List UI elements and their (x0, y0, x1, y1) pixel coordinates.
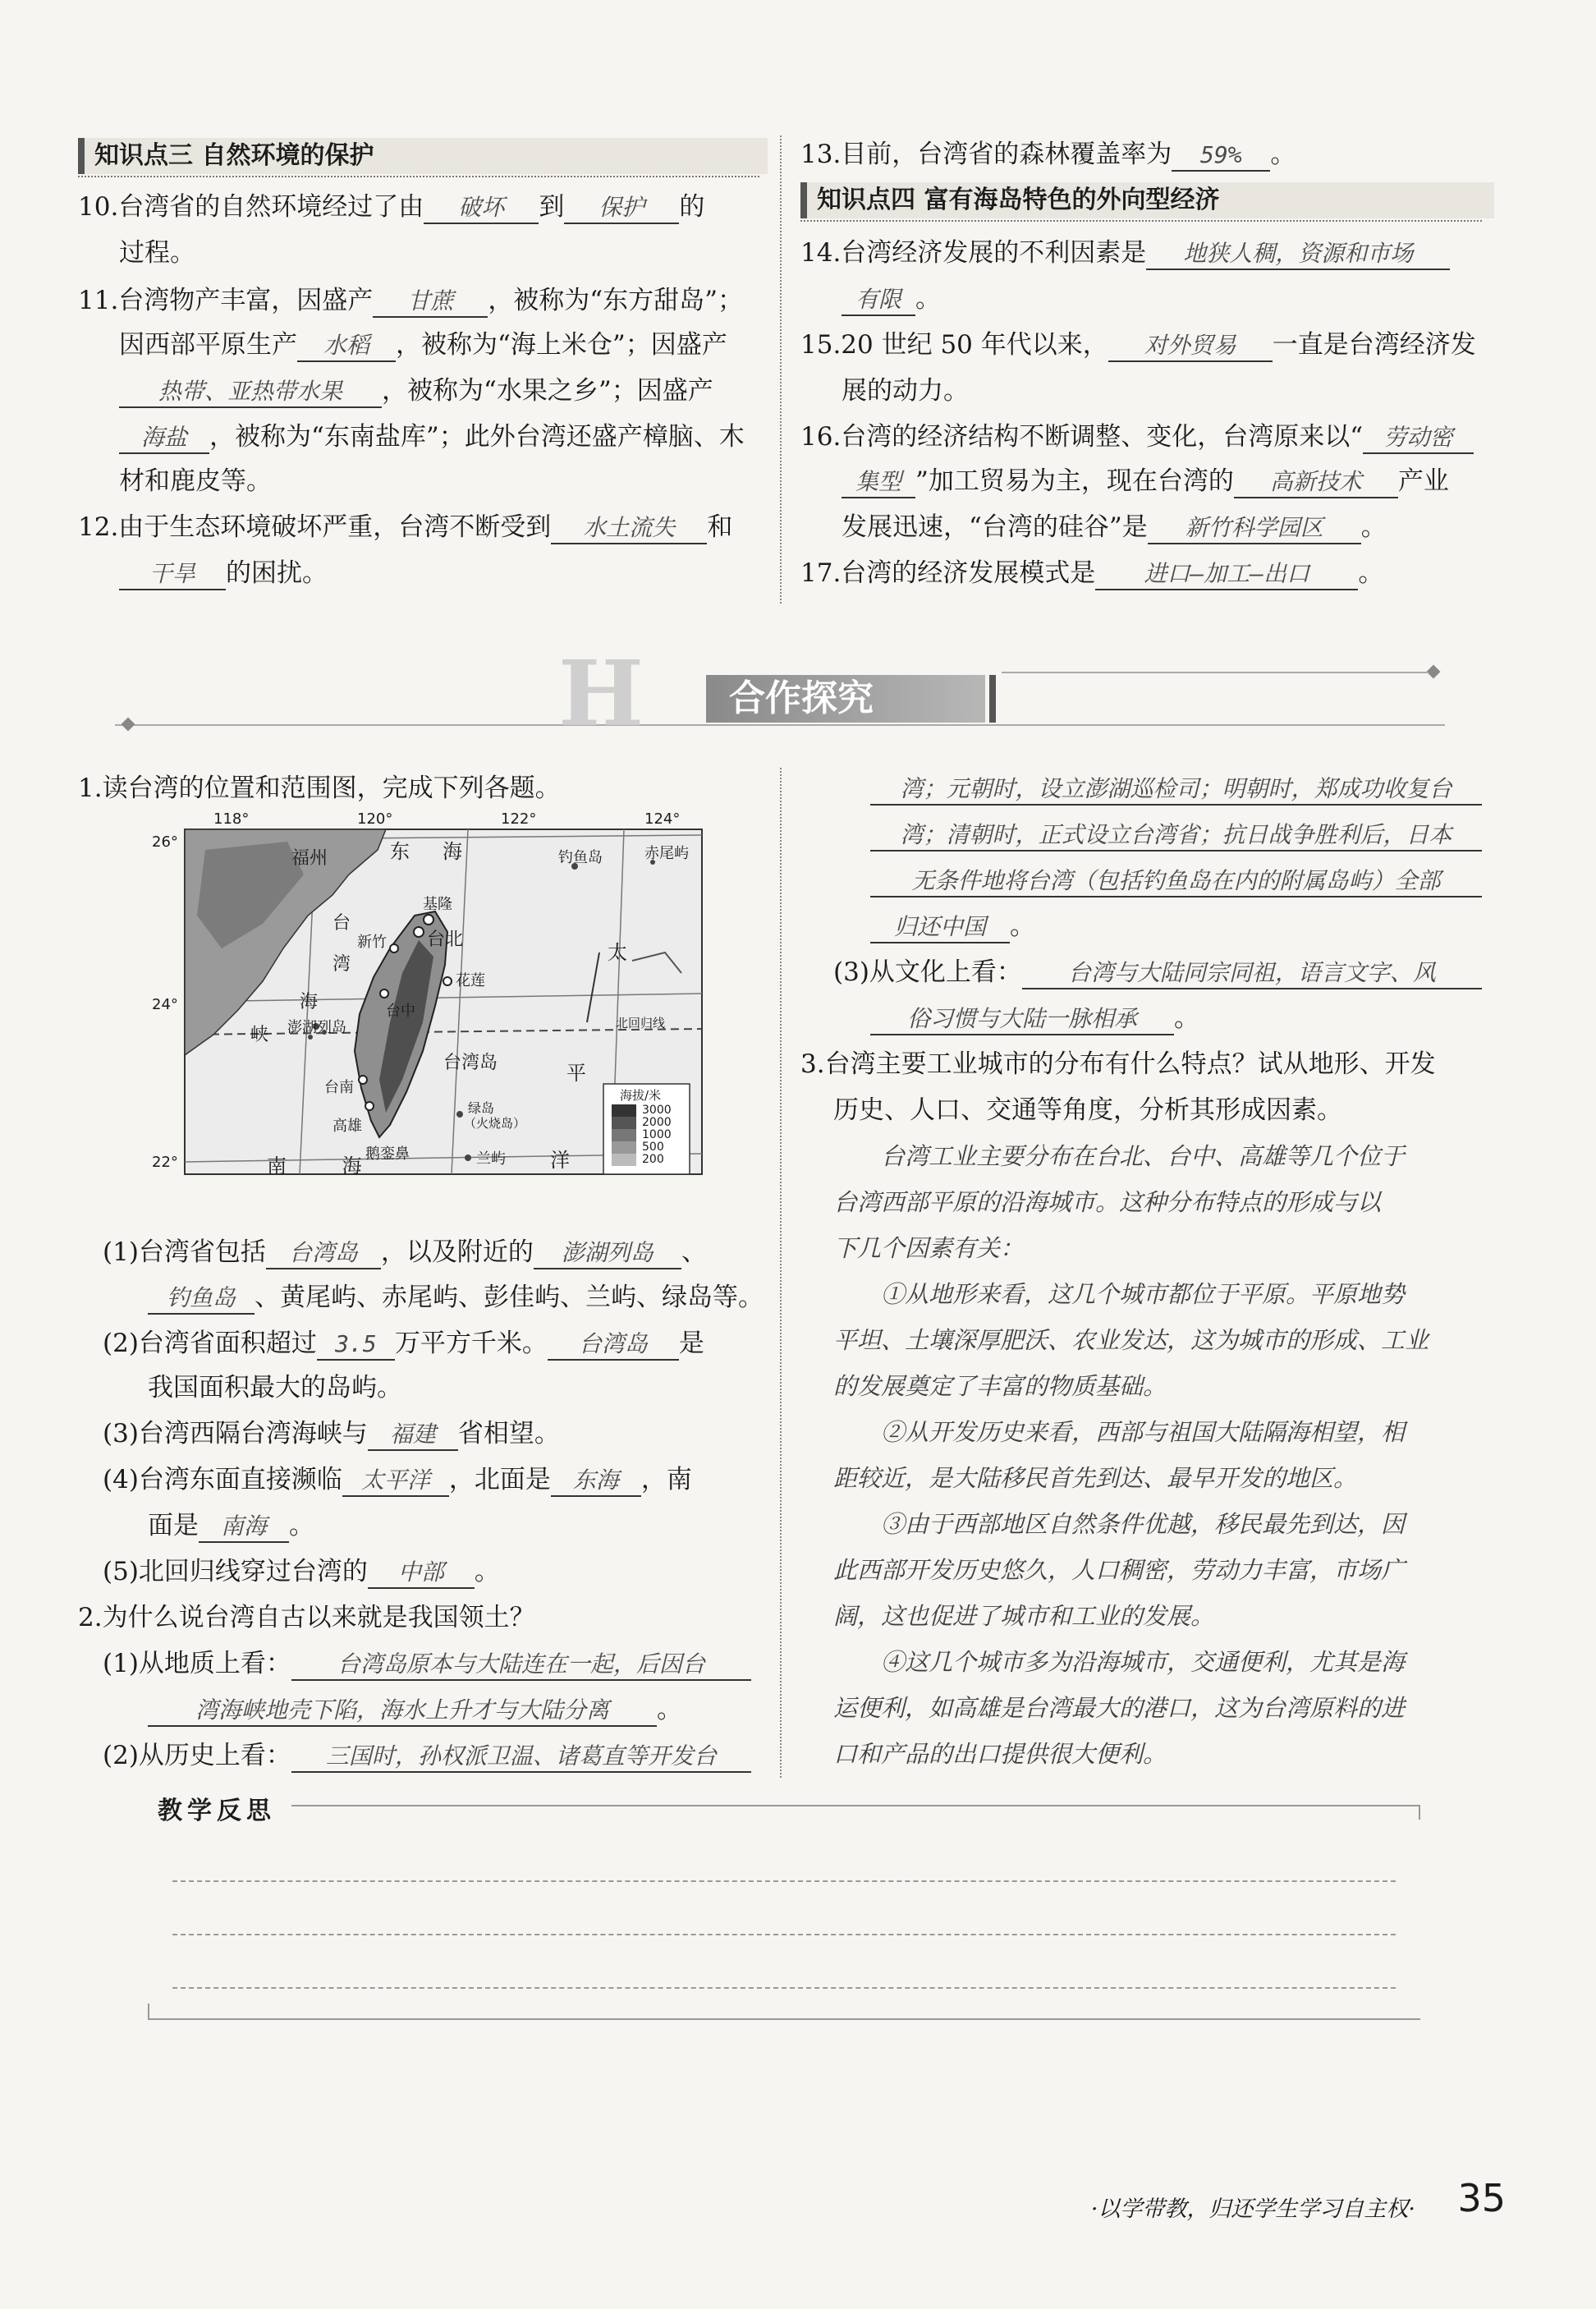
c1-s5-answer: 中部 (368, 1558, 475, 1589)
reflection-line[interactable] (172, 1934, 1396, 1935)
c1-s2-answer2: 台湾岛 (548, 1329, 679, 1361)
q15-line1 (800, 328, 1476, 362)
map-label-tainan: 台南 (324, 1079, 354, 1096)
c1-s4-mid: ，北面是 (448, 1465, 551, 1494)
q11-text1b: ，被称为“东方甜岛”； (488, 286, 744, 315)
c3-answer-line: 距较近，是大陆移民首先到达、最早开发的地区。 (833, 1464, 1358, 1492)
map-label-taichung: 台中 (386, 1003, 415, 1020)
c1-s3-line (103, 1417, 560, 1451)
c1-s4-answer3: 南海 (199, 1512, 289, 1543)
c1-s5-line (103, 1555, 500, 1589)
lon-label: 118° (213, 810, 250, 828)
c2-s2-cont4 (870, 910, 1035, 943)
q11-text4: ，被称为“东南盐库”；此外台湾还盛产樟脑、木 (209, 422, 745, 452)
q11-text1: 11.台湾物产丰富，因盛产 (78, 286, 374, 315)
c3-answer-line: 下几个因素有关： (833, 1234, 1025, 1262)
c1-s5-text: (5)北回归线穿过台湾的 (103, 1557, 368, 1586)
q16-text: 16.台湾的经济结构不断调整、变化，台湾原来以“ (800, 422, 1364, 452)
q14-post: 。 (915, 284, 941, 314)
c1-s4-text: (4)台湾东面直接濒临 (103, 1465, 342, 1494)
c3-answer (833, 1133, 1490, 1777)
c2-s2-answer-r2: 湾；清朝时，正式设立台湾省；抗日战争胜利后，日本 (870, 820, 1482, 852)
q17-post: 。 (1358, 558, 1384, 588)
map-label-taiwan-island: 台湾岛 (443, 1053, 498, 1073)
legend-value: 200 (642, 1153, 664, 1166)
c2-s1-post: 。 (657, 1695, 682, 1724)
c2-s3-answer: 台湾与大陆同宗同祖，语言文字、风 (1022, 958, 1482, 989)
c1-s2-text: (2)台湾省面积超过 (103, 1329, 317, 1358)
q11-line1 (78, 284, 743, 318)
map-label-penghu: 澎湖列岛 (287, 1019, 346, 1036)
c1-s2-line2: 我国面积最大的岛屿。 (148, 1373, 402, 1402)
c1-s1-answer2: 澎湖列岛 (534, 1238, 681, 1269)
c2-s3-answer-cont: 俗习惯与大陆一脉相承 (870, 1004, 1174, 1035)
q14-answer: 地狭人稠，资源和市场 (1146, 239, 1450, 270)
banner-box (706, 675, 985, 723)
map-label-wan: 湾 (332, 954, 351, 975)
c3-answer-line: 此西部开发历史悠久，人口稠密，劳动力丰富，市场广 (833, 1556, 1406, 1584)
map-label-xia: 峡 (250, 1025, 269, 1045)
c2-s2-answer-r4: 归还中国 (870, 912, 1010, 943)
c1-s2-answer1: 3.5 (317, 1329, 395, 1361)
q11-line4 (119, 420, 745, 454)
c3-answer-line: 的发展奠定了丰富的物质基础。 (833, 1372, 1167, 1400)
lat-label: 24° (152, 996, 178, 1013)
q15-text: 15.20 世纪 50 年代以来， (800, 330, 1108, 360)
c3-answer-line: ①从地形来看，这几个城市都位于平原。平原地势 (833, 1280, 1406, 1308)
reflection-line[interactable] (172, 1987, 1396, 1989)
q10-text: 10.台湾省的自然环境经过了由 (78, 192, 424, 222)
map-label-taipei: 台北 (427, 930, 464, 950)
taiwan-map (140, 810, 714, 1178)
c3-answer-line: ④这几个城市多为沿海城市，交通便利，尤其是海 (833, 1648, 1406, 1676)
map-label-diaoyu: 钓鱼岛 (558, 849, 603, 866)
q16-answer3: 新竹科学园区 (1148, 513, 1361, 544)
map-label-lanyu: 兰屿 (476, 1150, 506, 1168)
c3-answer-line: 平坦、土壤深厚肥沃、农业发达，这为城市的形成、工业 (833, 1326, 1429, 1354)
c2-s2-text: (2)从历史上看： (103, 1741, 291, 1770)
c1-s4-answer2: 东海 (551, 1466, 641, 1497)
map-label-huoshao: （火烧岛） (464, 1116, 526, 1131)
lon-label: 122° (501, 810, 537, 828)
c3-answer-line: 运便利，如高雄是台湾最大的港口，这为台湾原料的进 (833, 1694, 1406, 1722)
banner-rule-top (1002, 672, 1429, 673)
c1-s2-post: 是 (678, 1329, 704, 1358)
page-number: 35 (1457, 2176, 1506, 2220)
q11-text2b: ，被称为“海上米仓”；因盛产 (396, 330, 727, 360)
kp3-header (78, 138, 768, 174)
banner-rule (115, 724, 1445, 726)
c2-s1-line2 (148, 1693, 682, 1727)
c1-s4-post: ，南 (640, 1465, 692, 1494)
q15-line2: 展的动力。 (842, 376, 969, 406)
map-label-kaohsiung: 高雄 (332, 1118, 362, 1135)
c3-answer-line: ②从开发历史来看，西部与祖国大陆隔海相望，相 (833, 1418, 1406, 1446)
q11-text3: ，被称为“水果之乡”；因盛产 (382, 376, 713, 406)
kp4-divider (800, 220, 1482, 222)
lat-label: 26° (152, 833, 178, 851)
c2-s2-cont3 (870, 864, 1482, 897)
c1-s1-answer1: 台湾岛 (266, 1238, 381, 1269)
c1-s1-line1 (103, 1236, 707, 1269)
q11-text2: 因西部平原生产 (119, 330, 297, 360)
c1-s1-text2: 、黄尾屿、赤尾屿、彭佳屿、兰屿、绿岛等。 (255, 1283, 764, 1312)
map-label-ping: 平 (566, 1062, 586, 1085)
c1-s1-mid: ，以及附近的 (380, 1237, 534, 1267)
column-divider-bottom (780, 768, 782, 1778)
c3-answer-line: 阔，这也促进了城市和工业的发展。 (833, 1602, 1215, 1630)
q10-answer1: 破坏 (424, 193, 539, 224)
kp4-header (800, 182, 1494, 218)
c1-s4-line2 (148, 1509, 314, 1543)
c3-title-line2: 历史、人口、交通等角度，分析其形成因素。 (833, 1095, 1342, 1125)
map-label-fuzhou: 福州 (291, 848, 328, 869)
legend-title: 海拔/米 (620, 1088, 662, 1103)
q12-mid: 和 (707, 512, 733, 542)
c1-s1-answer3: 钓鱼岛 (148, 1283, 255, 1315)
c1-s5-post: 。 (474, 1557, 500, 1586)
q12-line1 (78, 511, 732, 544)
reflection-top-rule (291, 1805, 1420, 1806)
q13-line (800, 138, 1296, 172)
banner-bar (989, 675, 996, 723)
reflection-corner (1419, 1805, 1420, 1820)
c2-s2-cont1 (870, 772, 1482, 806)
reflection-corner (148, 2004, 149, 2018)
q10-mid: 到 (539, 192, 565, 222)
q11-answer1: 甘蔗 (373, 287, 488, 318)
c2-s1-answer-cont: 湾海峡地壳下陷，海水上升才与大陆分离 (148, 1696, 657, 1727)
c1-s2-mid: 万平方千米。 (394, 1329, 548, 1358)
reflection-title: 教学反思 (158, 1797, 276, 1825)
c1-s4-line1 (103, 1463, 692, 1497)
c2-s1-answer: 台湾岛原本与大陆连在一起，后因台 (291, 1650, 751, 1681)
q11-answer2: 水稻 (297, 331, 396, 362)
c3-answer-line: 口和产品的出口提供很大便利。 (833, 1740, 1167, 1768)
q10-post: 的 (679, 192, 705, 222)
q11-line5: 材和鹿皮等。 (119, 466, 272, 496)
q10-line1 (78, 191, 704, 224)
q11-line2 (119, 328, 727, 362)
q11-answer3: 热带、亚热带水果 (119, 377, 382, 408)
q16-answer1-cont: 集型 (842, 467, 915, 498)
c2-s2-answer: 三国时，孙权派卫温、诸葛直等开发台 (291, 1742, 751, 1773)
c1-s4-post2: 。 (289, 1511, 314, 1540)
map-label-tropic: 北回归线 (616, 1016, 666, 1031)
q11-line3 (119, 374, 713, 408)
c2-s3-text: (3)从文化上看： (833, 957, 1022, 987)
c2-s3-line2 (870, 1002, 1199, 1035)
kp4-title: 知识点四 富有海岛特色的外向型经济 (817, 186, 1220, 214)
q11-answer4: 海盐 (119, 423, 209, 454)
banner-H-glyph: H (558, 640, 644, 746)
q14-line2 (842, 282, 941, 316)
q16-line2 (842, 465, 1449, 498)
c2-s2-answer-r3: 无条件地将台湾（包括钓鱼岛在内的附属岛屿）全部 (870, 866, 1482, 897)
c2-s1-line1 (103, 1647, 751, 1681)
q13-answer: 59% (1172, 140, 1270, 172)
lon-label: 124° (644, 810, 681, 828)
q12-answer2: 干旱 (119, 559, 226, 590)
c1-s1-post: 、 (681, 1237, 707, 1267)
q16-mid1: ”加工贸易为主，现在台湾的 (915, 466, 1234, 496)
reflection-bottom-rule (148, 2018, 1420, 2020)
q14-line1 (800, 236, 1450, 270)
q16-line3 (842, 511, 1387, 544)
c2-s2-answer-r1: 湾；元朝时，设立澎湖巡检司；明朝时，郑成功收复台 (870, 774, 1482, 806)
q16-answer2: 高新技术 (1234, 467, 1398, 498)
q12-text: 12.由于生态环境破坏严重，台湾不断受到 (78, 512, 552, 542)
c2-s2-cont2 (870, 818, 1482, 852)
q16-post: 。 (1360, 512, 1387, 542)
lat-label: 22° (152, 1154, 178, 1171)
banner-title: 合作探究 (729, 677, 874, 719)
lon-label: 120° (357, 810, 393, 828)
map-label-yang: 洋 (550, 1149, 570, 1172)
banner-rule-diamond-left (122, 718, 135, 732)
banner-rule-diamond-right (1427, 665, 1441, 679)
q10-line2: 过程。 (119, 238, 195, 268)
c2-s3-post: 。 (1174, 1003, 1199, 1033)
legend-value: 2000 (642, 1116, 672, 1129)
c3-answer-line: ③由于西部地区自然条件优越，移民最先到达，因 (833, 1510, 1406, 1538)
kp3-title: 知识点三 自然环境的保护 (94, 141, 374, 170)
q17-answer: 进口—加工—出口 (1095, 559, 1358, 590)
map-label-hualien: 花莲 (456, 972, 485, 989)
c1-s4-text2: 面是 (148, 1511, 199, 1540)
q12-answer1: 水土流失 (551, 513, 707, 544)
c2-s2-post: 。 (1010, 911, 1035, 941)
q16-line1 (800, 420, 1474, 454)
c1-s4-answer1: 太平洋 (342, 1466, 449, 1497)
c2-s1-text: (1)从地质上看： (103, 1649, 291, 1678)
q14-answer-cont: 有限 (842, 285, 915, 316)
c2-title: 2.为什么说台湾自古以来就是我国领土？ (78, 1603, 535, 1632)
c3-answer-line: 台湾西部平原的沿海城市。这种分布特点的形成与以 (833, 1188, 1382, 1216)
c1-s2-line1 (103, 1327, 704, 1361)
map-label-nanhai: 南 海 (267, 1154, 387, 1177)
q17-text: 17.台湾的经济发展模式是 (800, 558, 1096, 588)
c2-s3-line1 (833, 956, 1482, 989)
legend-value: 500 (642, 1141, 664, 1154)
c1-s1-line2 (148, 1281, 764, 1315)
q16-mid2: 产业 (1397, 466, 1449, 496)
c1-s3-answer: 福建 (368, 1420, 458, 1451)
q15-answer: 对外贸易 (1108, 331, 1273, 362)
q13-post: 。 (1270, 140, 1296, 169)
reflection-line[interactable] (172, 1880, 1396, 1882)
q12-line2 (119, 557, 328, 590)
q16-text3: 发展迅速，“台湾的硅谷”是 (842, 512, 1148, 542)
map-label-hsinchu: 新竹 (357, 934, 387, 951)
c1-s3-text: (3)台湾西隔台湾海峡与 (103, 1419, 368, 1448)
q13-text: 13.目前，台湾省的森林覆盖率为 (800, 140, 1172, 169)
map-labels (140, 810, 714, 1178)
map-label-donghai: 东海 (390, 840, 495, 863)
c3-answer-line: 台湾工业主要分布在台北、台中、高雄等几个位于 (833, 1142, 1406, 1170)
c2-s2-line1 (103, 1739, 751, 1773)
c1-s3-post: 省相望。 (457, 1419, 560, 1448)
map-label-eluanbi: 鹅銮鼻 (365, 1145, 410, 1163)
legend-value: 1000 (642, 1128, 672, 1141)
footer-slogan: ·以学带教，归还学生学习自主权· (1090, 2197, 1415, 2222)
q12-post: 的困扰。 (226, 558, 328, 588)
q10-answer2: 保护 (564, 193, 679, 224)
q15-post: 一直是台湾经济发 (1272, 330, 1476, 360)
c1-s1-text: (1)台湾省包括 (103, 1237, 266, 1267)
c3-title-line1: 3.台湾主要工业城市的分布有什么特点？试从地形、开发 (800, 1049, 1436, 1079)
map-label-tai: 台 (332, 913, 351, 934)
column-divider-top (780, 135, 782, 604)
q16-answer1: 劳动密 (1363, 423, 1474, 454)
map-label-keelung: 基隆 (423, 896, 452, 913)
map-label-chiwei: 赤尾屿 (644, 845, 689, 862)
map-label-hai: 海 (300, 992, 319, 1012)
q14-text: 14.台湾经济发展的不利因素是 (800, 238, 1147, 268)
map-label-taiyang: 太 (608, 941, 627, 964)
c1-title: 1.读台湾的位置和范围图，完成下列各题。 (78, 773, 561, 803)
legend-value: 3000 (642, 1104, 672, 1117)
q17-line (800, 557, 1383, 590)
map-label-ludao: 绿岛 (468, 1100, 495, 1116)
kp3-divider (78, 176, 759, 177)
